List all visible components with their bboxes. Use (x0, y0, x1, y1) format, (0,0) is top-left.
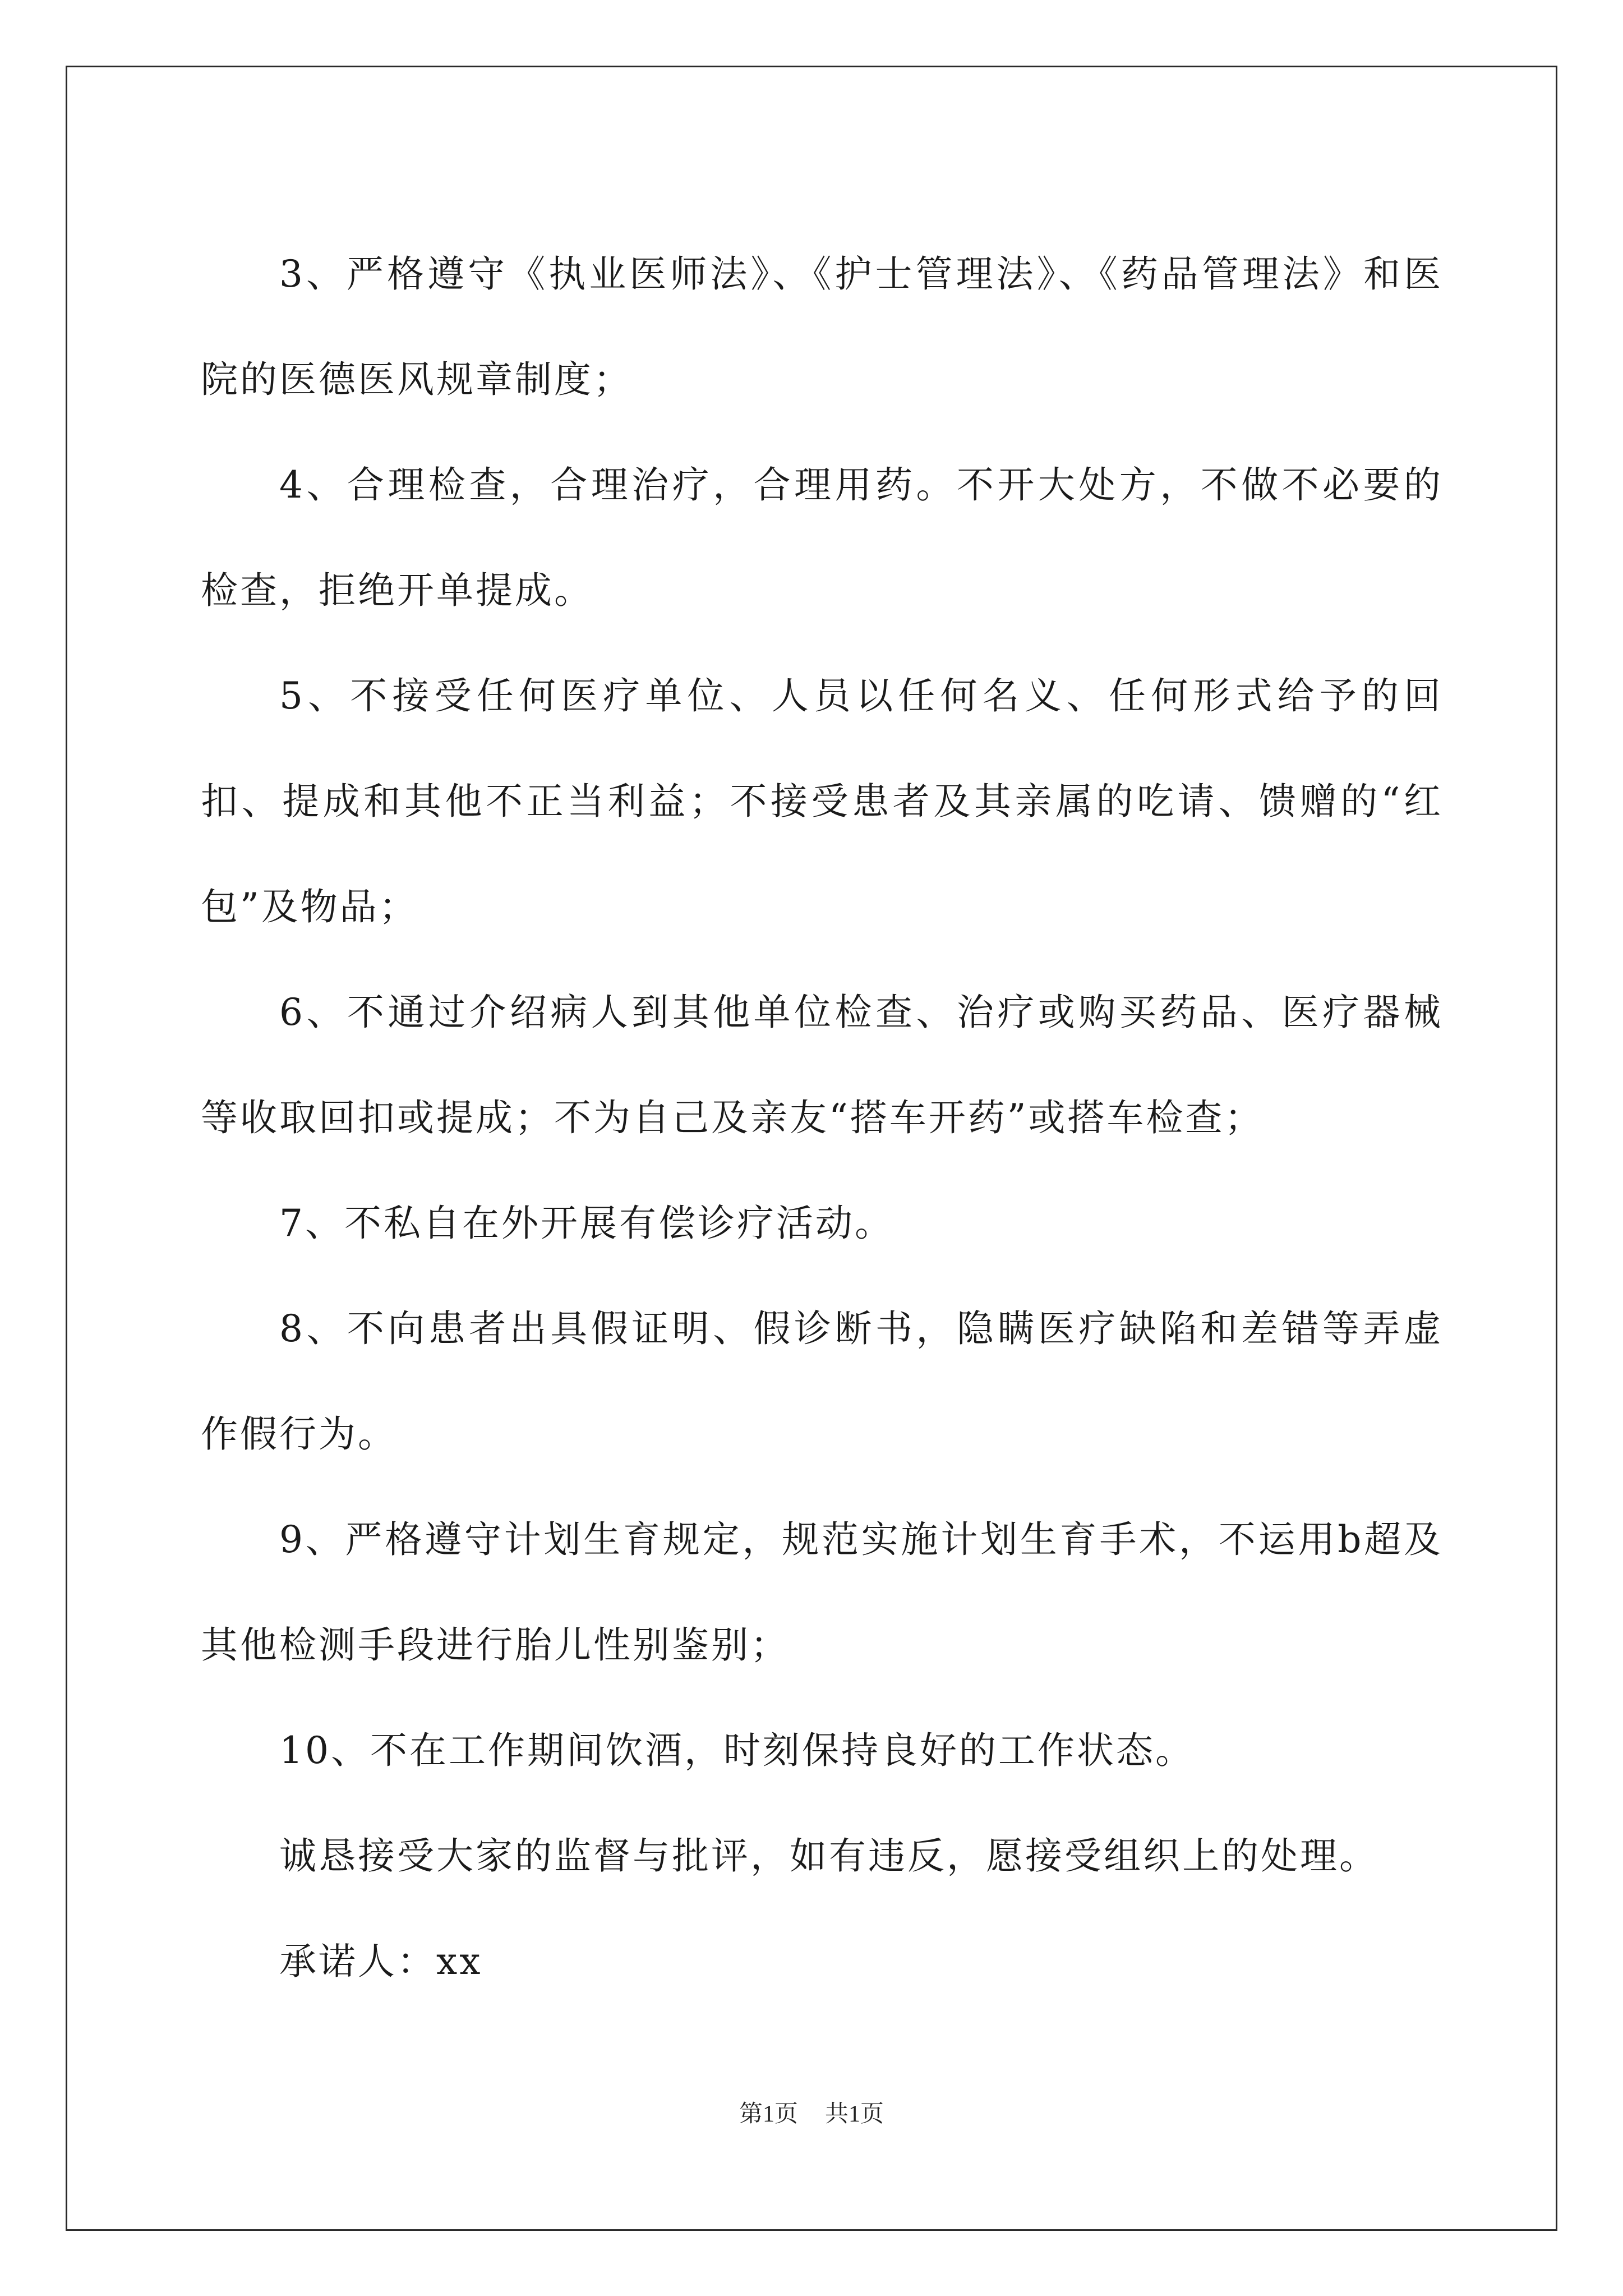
document-body (201, 222, 1443, 2014)
paragraph-item-7: 7、不私自在外开展有偿诊疗活动。 (279, 1202, 894, 1245)
paragraph-item-8: 8、不向患者出具假证明、假诊断书，隐瞒医疗缺陷和差错等弄虚作假行为。 (201, 1307, 1443, 1456)
paragraph-item-10: 10、不在工作期间饮酒，时刻保持良好的工作状态。 (279, 1729, 1195, 1772)
paragraph-item-6: 6、不通过介绍病人到其他单位检查、治疗或购买药品、医疗器械等收取回扣或提成；不为自己及亲友“搭车开药”或搭车检查； (201, 991, 1443, 1139)
paragraph-item-9: 9、严格遵守计划生育规定，规范实施计划生育手术，不运用b超及其他检测手段进行胎儿性别鉴别； (201, 1518, 1443, 1667)
page-number-total: 共1页 (825, 2101, 884, 2127)
page-footer (0, 2095, 1623, 2129)
paragraph-item-4: 4、合理检查，合理治疗，合理用药。不开大处方，不做不必要的检查，拒绝开单提成。 (201, 463, 1443, 612)
page-number-current: 第1页 (739, 2101, 798, 2127)
paragraph-item-3: 3、严格遵守《执业医师法》、《护士管理法》、《药品管理法》和医院的医德医风规章制度； (201, 252, 1443, 401)
signatory-line: 承诺人：xx (279, 1940, 483, 1983)
closing-statement: 诚恳接受大家的监督与批评，如有违反，愿接受组织上的处理。 (279, 1834, 1378, 1878)
paragraph-item-5: 5、不接受任何医疗单位、人员以任何名义、任何形式给予的回扣、提成和其他不正当利益；不接受患者及其亲属的吃请、馈赠的“红包”及物品； (201, 674, 1443, 928)
